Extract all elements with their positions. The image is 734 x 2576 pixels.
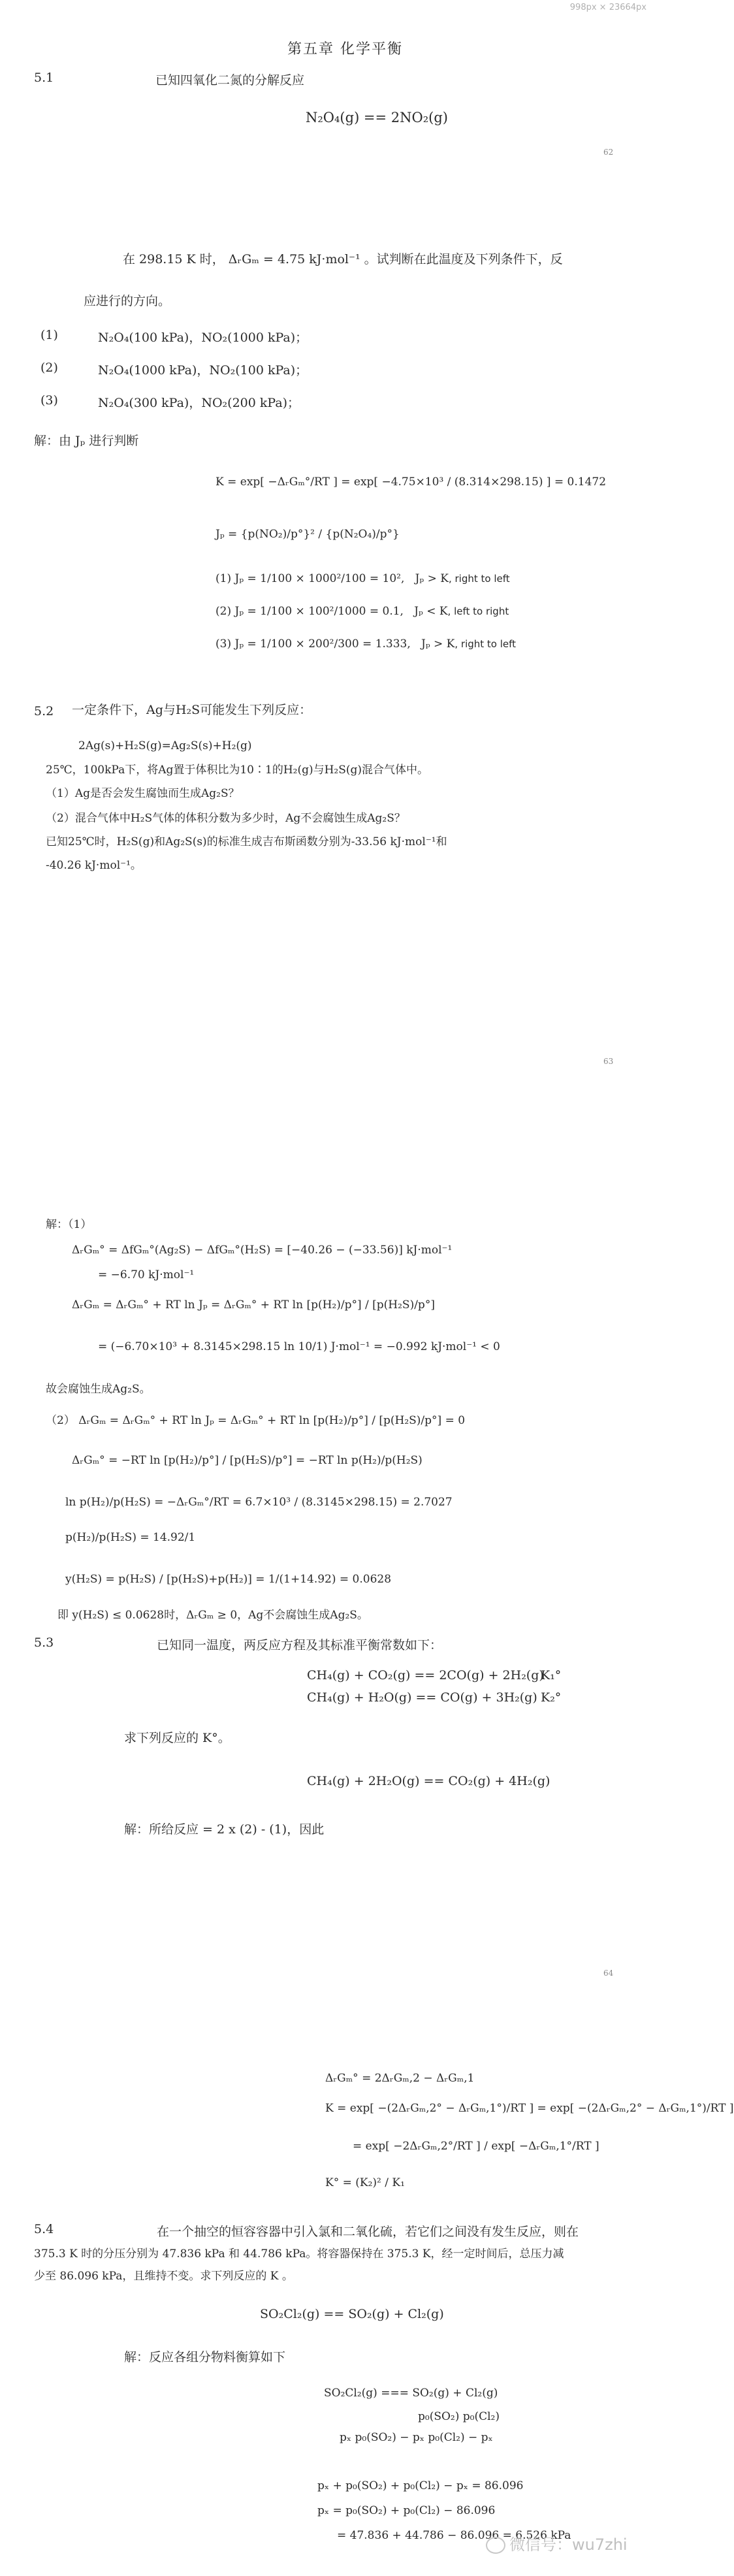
step3-5-3: = exp[ −2ΔᵣGₘ,2°/RT ] / exp[ −ΔᵣGₘ,1°/RT ] [353, 2140, 599, 2153]
problem-number-5-4: 5.4 [34, 2222, 54, 2236]
eq1-5-2: ΔᵣGₘ° = ΔfGₘ°(Ag₂S) − ΔfGₘ°(H₂S) = [−40.26 − (−33.56)] kJ·mol⁻¹ [72, 1244, 453, 1257]
eq2b-5-2: = (−6.70×10³ + 8.3145×298.15 ln 10/1) J·mol⁻¹ = −0.992 kJ·mol⁻¹ < 0 [98, 1340, 500, 1353]
problem-intro-5-3: 已知同一温度，两反应方程及其标准平衡常数如下： [157, 1638, 443, 1652]
k2-5-3: K₂° [541, 1690, 562, 1705]
text-b-5-4: 375.3 K 时的分压分别为 47.836 kPa 和 44.786 kPa。将容器保持在 375.3 K，经一定时间后，总压力减 [34, 2247, 564, 2261]
text-c-5-4: 少至 86.096 kPa，且维持不变。求下列反应的 K 。 [34, 2270, 293, 2283]
wechat-icon [486, 2537, 505, 2554]
wechat-watermark: 微信号：wu7zhi [486, 2532, 628, 2554]
reaction-1-5-3: CH₄(g) + CO₂(g) == 2CO(g) + 2H₂(g) [307, 1668, 544, 1682]
reaction-2-5-3: CH₄(g) + H₂O(g) == CO(g) + 3H₂(g) [307, 1690, 537, 1705]
case-text-2: N₂O₄(1000 kPa)，NO₂(100 kPa)； [98, 363, 308, 378]
data-5-2-a: 已知25℃时，H₂S(g)和Ag₂S(s)的标准生成吉布斯函数分别为-33.56 kJ·mol⁻¹和 [46, 835, 447, 848]
condition-tail-5-1: 应进行的方向。 [84, 294, 171, 308]
conclusion-1-5-2: 故会腐蚀生成Ag₂S。 [46, 1383, 151, 1396]
reaction-5-2: 2Ag(s)+H₂S(g)=Ag₂S(s)+H₂(g) [78, 739, 252, 752]
reaction-5-4: SO₂Cl₂(g) == SO₂(g) + Cl₂(g) [260, 2307, 444, 2321]
question-1-5-2: （1）Ag是否会发生腐蚀而生成Ag₂S？ [46, 787, 240, 800]
step1-5-3: ΔᵣGₘ° = 2ΔᵣGₘ,2 − ΔᵣGₘ,1 [325, 2072, 475, 2085]
condition-5-1: 在 298.15 K 时， ΔᵣGₘ = 4.75 kJ·mol⁻¹ 。试判断在此温度及下列条件下，反 [123, 252, 563, 266]
data-5-2-b: -40.26 kJ·mol⁻¹。 [46, 859, 142, 872]
ask-5-3: 求下列反应的 K°。 [124, 1731, 231, 1745]
reaction-5-1: N₂O₄(g) == 2NO₂(g) [306, 110, 448, 125]
case-text-3: N₂O₄(300 kPa)，NO₂(200 kPa)； [98, 396, 300, 410]
chapter-title: 第五章 化学平衡 [287, 41, 403, 57]
size-readout: 998px × 23664px [569, 3, 646, 12]
reaction-3-5-3: CH₄(g) + 2H₂O(g) == CO₂(g) + 4H₂(g) [307, 1774, 550, 1788]
question-2-5-2: （2）混合气体中H₂S气体的体积分数为多少时，Ag不会腐蚀生成Ag₂S？ [46, 812, 406, 825]
page-number-62: 62 [603, 148, 614, 157]
table-reaction-5-4: SO₂Cl₂(g) === SO₂(g) + Cl₂(g) [324, 2387, 498, 2400]
k1-5-3: K₁° [541, 1668, 562, 1682]
step2-5-3: K = exp[ −(2ΔᵣGₘ,2° − ΔᵣGₘ,1°)/RT ] = exp[ −(2ΔᵣGₘ,2° − ΔᵣGₘ,1°)/RT ] [325, 2102, 734, 2115]
text-a-5-4: 在一个抽空的恒容容器中引入氯和二氧化硫，若它们之间没有发生反应，则在 [157, 2225, 579, 2239]
case-label-2: (2) [40, 361, 58, 375]
problem-number-5-2: 5.2 [34, 704, 54, 718]
case-label-1: (1) [40, 328, 58, 342]
problem-intro-5-2: 一定条件下，Ag与H₂S可能发生下列反应： [72, 703, 312, 717]
conclusion-2-5-2: 即 y(H₂S) ≤ 0.0628时，ΔᵣGₘ ≥ 0，Ag不会腐蚀生成Ag₂S。 [57, 1609, 368, 1622]
condition-5-2: 25℃，100kPa下，将Ag置于体积比为10∶1的H₂(g)与H₂S(g)混合气体中。 [46, 764, 429, 777]
part2-5-2: （2） ΔᵣGₘ = ΔᵣGₘ° + RT ln Jₚ = ΔᵣGₘ° + RT ln [p(H₂)/p°] / [p(H₂S)/p°] = 0 [46, 1414, 466, 1427]
balance-1-5-4: pₓ + p₀(SO₂) + p₀(Cl₂) − pₓ = 86.096 [317, 2479, 524, 2492]
solution-label-5-2: 解：（1） [46, 1218, 92, 1231]
balance-3-5-4: = 47.836 + 44.786 − 86.096 = 6.526 kPa [337, 2529, 571, 2542]
problem-number-5-1: 5.1 [34, 71, 54, 85]
case-label-3: (3) [40, 393, 58, 408]
eq1b-5-2: = −6.70 kJ·mol⁻¹ [98, 1268, 195, 1281]
page-number-63: 63 [603, 1057, 614, 1066]
problem-intro-5-1: 已知四氧化二氮的分解反应 [155, 73, 305, 88]
problem-number-5-3: 5.3 [34, 1635, 54, 1650]
k-equation-5-1: K = exp[ −ΔᵣGₘ°/RT ] = exp[ −4.75×10³ / (8.314×298.15) ] = 0.1472 [215, 475, 607, 489]
eq4-5-2: ln p(H₂)/p(H₂S) = −ΔᵣGₘ°/RT = 6.7×10³ / (8.3145×298.15) = 2.7027 [65, 1496, 453, 1509]
step4-5-3: K° = (K₂)² / K₁ [325, 2176, 405, 2189]
eq5-5-2: p(H₂)/p(H₂S) = 14.92/1 [65, 1531, 196, 1544]
eq2-5-2: ΔᵣGₘ = ΔᵣGₘ° + RT ln Jₚ = ΔᵣGₘ° + RT ln [p(H₂)/p°] / [p(H₂S)/p°] [72, 1298, 435, 1312]
page-number-64: 64 [603, 1969, 614, 1978]
case-text-1: N₂O₄(100 kPa)，NO₂(1000 kPa)； [98, 330, 308, 345]
result-row-1: (1) Jₚ = 1/100 × 1000²/100 = 10², Jₚ > K, right to left [215, 572, 510, 585]
eq6-5-2: y(H₂S) = p(H₂S) / [p(H₂S)+p(H₂)] = 1/(1+14.92) = 0.0628 [65, 1573, 392, 1586]
jp-definition-5-1: Jₚ = {p(NO₂)/p°}² / {p(N₂O₄)/p°} [215, 528, 400, 541]
table-row-2-5-4: pₓ p₀(SO₂) − pₓ p₀(Cl₂) − pₓ [340, 2431, 493, 2444]
balance-2-5-4: pₓ = p₀(SO₂) + p₀(Cl₂) − 86.096 [317, 2504, 496, 2517]
solution-5-4: 解：反应各组分物料衡算如下 [124, 2350, 286, 2364]
solution-5-3: 解：所给反应 = 2 x (2) - (1)，因此 [124, 1822, 325, 1837]
result-row-3: (3) Jₚ = 1/100 × 200²/300 = 1.333, Jₚ > K, right to left [215, 637, 517, 651]
eq3-5-2: ΔᵣGₘ° = −RT ln [p(H₂)/p°] / [p(H₂S)/p°] = −RT ln p(H₂)/p(H₂S) [72, 1454, 423, 1467]
solution-intro-5-1: 解：由 Jₚ 进行判断 [34, 434, 139, 448]
table-row-1-5-4: p₀(SO₂) p₀(Cl₂) [418, 2410, 500, 2423]
result-row-2: (2) Jₚ = 1/100 × 100²/1000 = 0.1, Jₚ < K, left to right [215, 605, 509, 618]
